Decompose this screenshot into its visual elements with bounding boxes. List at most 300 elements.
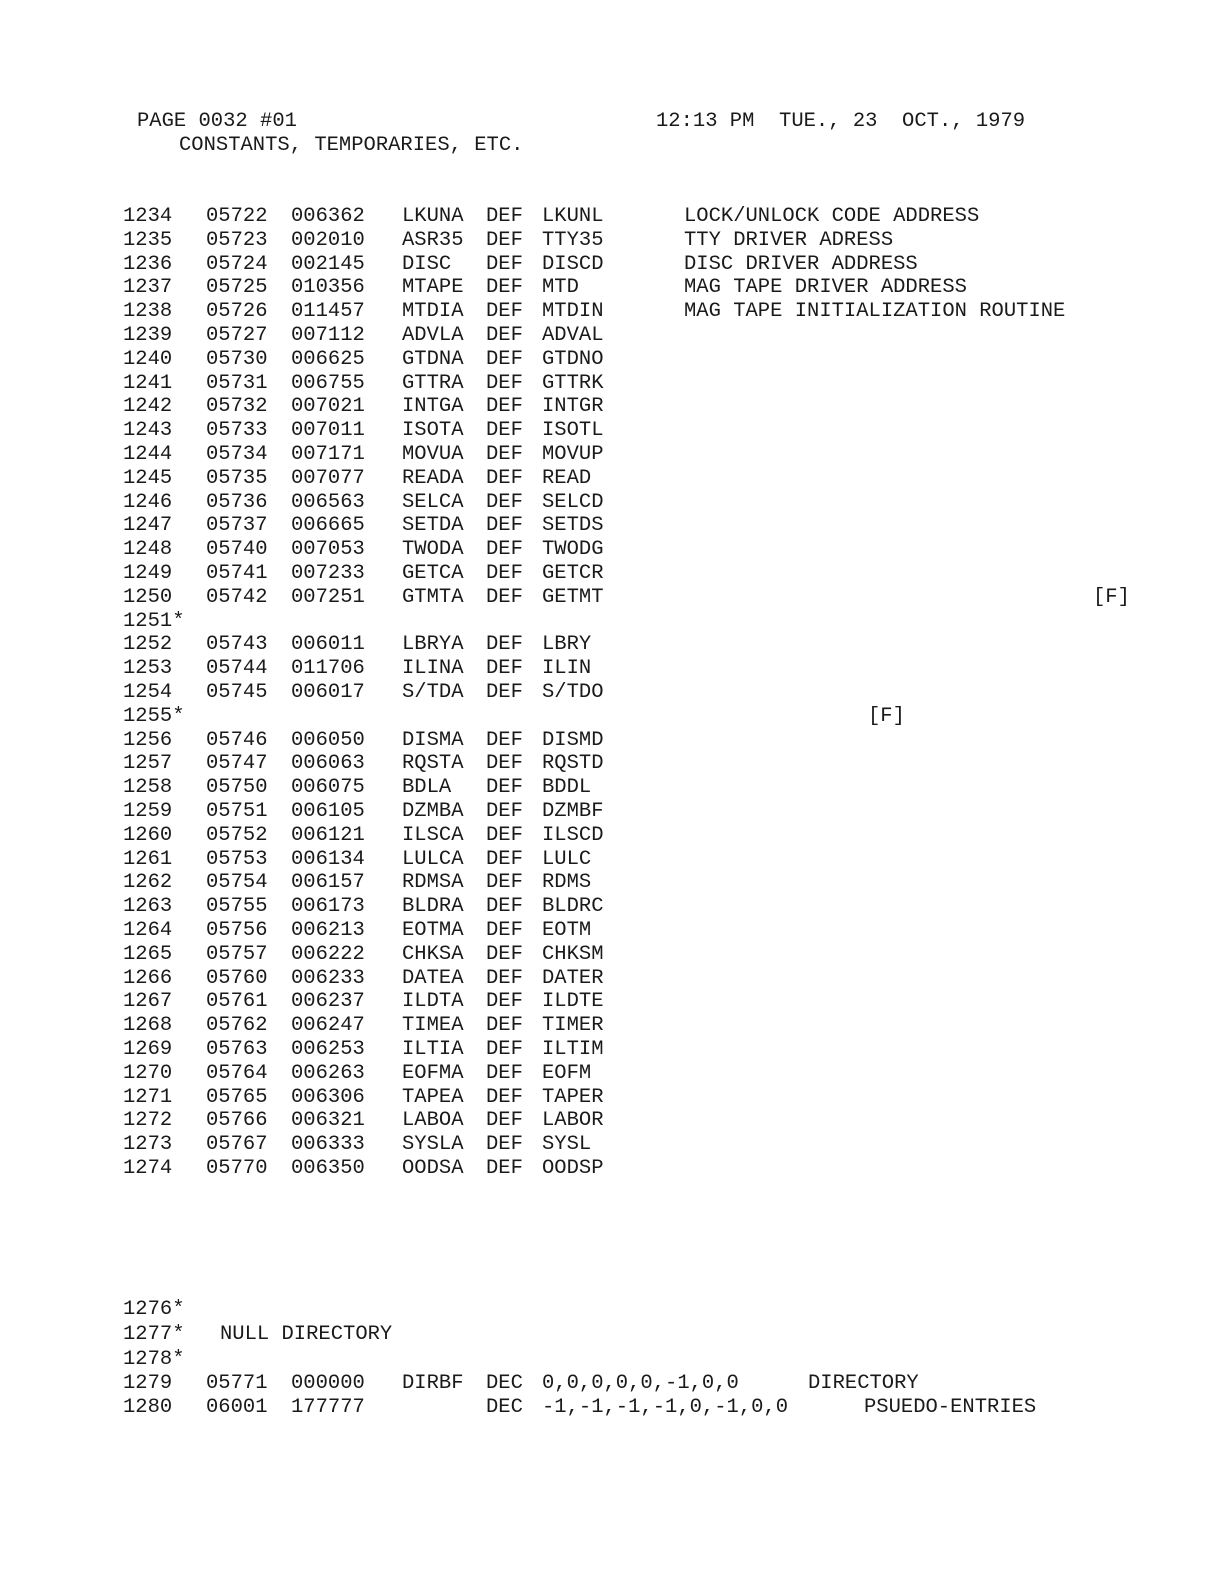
listing-row	[0, 848, 1224, 872]
label: CHKSA	[402, 942, 464, 966]
label: INTGA	[402, 395, 464, 419]
label: ILDTA	[402, 990, 464, 1014]
operand: ILDTE	[542, 990, 604, 1014]
operand: ILSCD	[542, 823, 604, 847]
operand: SELCD	[542, 490, 604, 514]
line-number: 1239	[123, 324, 173, 347]
listing-row	[0, 1323, 1224, 1347]
address: 05734	[206, 443, 268, 466]
label: GETCA	[402, 562, 464, 585]
address: 05762	[206, 1014, 268, 1038]
operand: GTDNO	[542, 347, 604, 371]
object-code: 006321	[291, 1109, 365, 1133]
line-number: 1276*	[123, 1298, 185, 1321]
address: 05722	[206, 205, 268, 228]
object-code: 006333	[291, 1133, 365, 1157]
address: 05732	[206, 395, 268, 419]
label: ADVLA	[402, 324, 464, 347]
line-number: 1245	[123, 466, 173, 490]
line-number: 1280	[123, 1396, 173, 1419]
address: 05727	[206, 324, 268, 347]
operand: MOVUP	[542, 443, 604, 466]
address: 05725	[206, 276, 268, 300]
operand: LBRY	[542, 633, 592, 657]
address: 05764	[206, 1061, 268, 1085]
label: DZMBA	[402, 800, 464, 823]
opcode: DEF	[486, 347, 523, 371]
opcode: DEF	[486, 966, 523, 990]
line-number: 1257	[123, 752, 173, 776]
object-code: 006253	[291, 1038, 365, 1061]
listing-row	[0, 419, 1224, 443]
address: 05747	[206, 752, 268, 776]
label: RDMSA	[402, 871, 464, 895]
operand: DATER	[542, 966, 604, 990]
label: ILTIA	[402, 1038, 464, 1061]
opcode: DEF	[486, 657, 523, 681]
address: 05757	[206, 942, 268, 966]
object-code: 007171	[291, 443, 365, 466]
opcode: DEF	[486, 1133, 523, 1157]
operand: DISMD	[542, 728, 604, 752]
object-code: 006157	[291, 871, 365, 895]
comment: MAG TAPE DRIVER ADDRESS	[684, 276, 967, 300]
opcode: DEF	[486, 300, 523, 324]
object-code: 007112	[291, 324, 365, 347]
page-header	[137, 110, 1097, 158]
line-number: 1253	[123, 657, 173, 681]
line-number: 1267	[123, 990, 173, 1014]
object-code: 006121	[291, 823, 365, 847]
address: 06001	[206, 1396, 268, 1419]
object-code: 011706	[291, 657, 365, 681]
line-number: 1256	[123, 728, 173, 752]
line-number: 1270	[123, 1061, 173, 1085]
listing-row	[0, 657, 1224, 681]
line-number: 1238	[123, 300, 173, 324]
opcode: DEF	[486, 538, 523, 562]
address: 05752	[206, 823, 268, 847]
comment: TTY DRIVER ADRESS	[684, 228, 894, 252]
address: 05766	[206, 1109, 268, 1133]
line-number: 1268	[123, 1014, 173, 1038]
object-code: 006075	[291, 776, 365, 800]
line-number: 1254	[123, 681, 173, 704]
line-number: 1237	[123, 276, 173, 300]
opcode: DEF	[486, 752, 523, 776]
opcode: DEF	[486, 371, 523, 395]
line-number: 1279	[123, 1372, 173, 1395]
operand: ADVAL	[542, 324, 604, 347]
listing-row	[0, 586, 1224, 610]
label: BDLA	[402, 776, 452, 800]
object-code: 007021	[291, 395, 365, 419]
listing-row	[0, 538, 1224, 562]
operand: EOTM	[542, 919, 592, 942]
address: 05735	[206, 466, 268, 490]
operand: TAPER	[542, 1085, 604, 1109]
label: LABOA	[402, 1109, 464, 1133]
opcode: DEF	[486, 942, 523, 966]
listing-row	[0, 1372, 1224, 1396]
label: ASR35	[402, 228, 464, 252]
object-code: 007011	[291, 419, 365, 443]
object-code: 006105	[291, 800, 365, 823]
opcode: DEF	[486, 1038, 523, 1061]
operand: TWODG	[542, 538, 604, 562]
object-code: 006755	[291, 371, 365, 395]
opcode: DEF	[486, 205, 523, 228]
object-code: 006233	[291, 966, 365, 990]
address: 05743	[206, 633, 268, 657]
operand: RDMS	[542, 871, 592, 895]
line-number: 1236	[123, 252, 173, 276]
address: 05730	[206, 347, 268, 371]
operand: EOFM	[542, 1061, 592, 1085]
listing-row	[0, 1014, 1224, 1038]
operand: ILTIM	[542, 1038, 604, 1061]
opcode: DEF	[486, 419, 523, 443]
listing-row	[0, 348, 1224, 372]
address: 05737	[206, 514, 268, 538]
operand: DZMBF	[542, 800, 604, 823]
operand: ISOTL	[542, 419, 604, 443]
listing-row	[0, 895, 1224, 919]
label: ILSCA	[402, 823, 464, 847]
label: BLDRA	[402, 895, 464, 919]
opcode: DEF	[486, 728, 523, 752]
opcode: DEF	[486, 514, 523, 538]
line-number: 1258	[123, 776, 173, 800]
label: S/TDA	[402, 681, 464, 704]
address: 05740	[206, 538, 268, 562]
label: EOTMA	[402, 919, 464, 942]
listing-row	[0, 1109, 1224, 1133]
listing-row	[0, 1348, 1224, 1372]
opcode: DEF	[486, 466, 523, 490]
listing-row	[0, 943, 1224, 967]
comment: DISC DRIVER ADDRESS	[684, 252, 918, 276]
operand: RQSTD	[542, 752, 604, 776]
address: 05742	[206, 585, 268, 609]
line-number: 1255*	[123, 704, 185, 728]
section-title: CONSTANTS, TEMPORARIES, ETC.	[179, 134, 524, 157]
operand: -1,-1,-1,-1,0,-1,0,0	[542, 1396, 789, 1419]
object-code: 006222	[291, 942, 365, 966]
object-code: 007251	[291, 585, 365, 609]
listing-row	[0, 229, 1224, 253]
comment: MAG TAPE INITIALIZATION ROUTINE	[684, 300, 1066, 324]
operand: READ	[542, 466, 592, 490]
listing-row	[0, 705, 1224, 729]
line-number: 1246	[123, 490, 173, 514]
opcode: DEF	[486, 585, 523, 609]
listing-row	[0, 205, 1224, 229]
opcode: DEF	[486, 1085, 523, 1109]
opcode: DEF	[486, 990, 523, 1014]
line-number: 1252	[123, 633, 173, 657]
address: 05755	[206, 895, 268, 919]
comment: DIRECTORY	[808, 1372, 919, 1395]
line-number: 1244	[123, 443, 173, 466]
operand: ILIN	[542, 657, 592, 681]
listing-row	[0, 372, 1224, 396]
object-code: 006011	[291, 633, 365, 657]
operand: INTGR	[542, 395, 604, 419]
object-code: 006563	[291, 490, 365, 514]
operand: SETDS	[542, 514, 604, 538]
address: 05767	[206, 1133, 268, 1157]
object-code: 007077	[291, 466, 365, 490]
address: 05736	[206, 490, 268, 514]
operand: DISCD	[542, 252, 604, 276]
opcode: DEF	[486, 776, 523, 800]
address: 05726	[206, 300, 268, 324]
listing-row	[0, 800, 1224, 824]
line-number: 1264	[123, 919, 173, 942]
object-code: 006237	[291, 990, 365, 1014]
operand: LULC	[542, 847, 592, 871]
line-number: 1263	[123, 895, 173, 919]
label: DISMA	[402, 728, 464, 752]
label: READA	[402, 466, 464, 490]
opcode: DEF	[486, 847, 523, 871]
object-code: 006213	[291, 919, 365, 942]
label: SETDA	[402, 514, 464, 538]
line-number: 1240	[123, 347, 173, 371]
listing-row	[0, 514, 1224, 538]
operand: LKUNL	[542, 205, 604, 228]
object-code: 002010	[291, 228, 365, 252]
object-code: 006263	[291, 1061, 365, 1085]
address: 05771	[206, 1372, 268, 1395]
object-code: 007053	[291, 538, 365, 562]
operand: GTTRK	[542, 371, 604, 395]
opcode: DEF	[486, 1061, 523, 1085]
comment-text: NULL DIRECTORY	[220, 1323, 393, 1346]
address: 05756	[206, 919, 268, 942]
object-code: 000000	[291, 1372, 365, 1395]
listing-row	[0, 300, 1224, 324]
listing-row	[0, 443, 1224, 467]
flag-marker: [F]	[868, 704, 905, 728]
listing-row	[0, 967, 1224, 991]
label: GTMTA	[402, 585, 464, 609]
label: TWODA	[402, 538, 464, 562]
operand: CHKSM	[542, 942, 604, 966]
address: 05723	[206, 228, 268, 252]
line-number: 1271	[123, 1085, 173, 1109]
operand: 0,0,0,0,0,-1,0,0	[542, 1372, 739, 1395]
listing-row	[0, 729, 1224, 753]
line-number: 1277*	[123, 1323, 185, 1346]
label: MTAPE	[402, 276, 464, 300]
label: EOFMA	[402, 1061, 464, 1085]
operand: OODSP	[542, 1157, 604, 1180]
opcode: DEF	[486, 395, 523, 419]
label: RQSTA	[402, 752, 464, 776]
operand: BLDRC	[542, 895, 604, 919]
line-number: 1272	[123, 1109, 173, 1133]
object-code: 006063	[291, 752, 365, 776]
listing-row	[0, 395, 1224, 419]
opcode: DEF	[486, 871, 523, 895]
line-number: 1241	[123, 371, 173, 395]
object-code: 006173	[291, 895, 365, 919]
operand: GETMT	[542, 585, 604, 609]
label: LULCA	[402, 847, 464, 871]
listing-row	[0, 324, 1224, 348]
listing-row	[0, 1298, 1224, 1322]
label: TAPEA	[402, 1085, 464, 1109]
address: 05745	[206, 681, 268, 704]
address: 05731	[206, 371, 268, 395]
label: OODSA	[402, 1157, 464, 1180]
line-number: 1250	[123, 585, 173, 609]
line-number: 1262	[123, 871, 173, 895]
flag-marker: [F]	[1093, 585, 1130, 609]
line-number: 1265	[123, 942, 173, 966]
label: GTDNA	[402, 347, 464, 371]
object-code: 177777	[291, 1396, 365, 1419]
line-number: 1260	[123, 823, 173, 847]
listing-row	[0, 919, 1224, 943]
operand: TIMER	[542, 1014, 604, 1038]
line-number: 1251*	[123, 609, 185, 633]
opcode: DEF	[486, 562, 523, 585]
listing-row	[0, 1038, 1224, 1062]
address: 05760	[206, 966, 268, 990]
object-code: 006050	[291, 728, 365, 752]
label: LKUNA	[402, 205, 464, 228]
address: 05744	[206, 657, 268, 681]
operand: TTY35	[542, 228, 604, 252]
opcode: DEF	[486, 1157, 523, 1180]
opcode: DEF	[486, 324, 523, 347]
opcode: DEF	[486, 681, 523, 704]
address: 05746	[206, 728, 268, 752]
line-number: 1247	[123, 514, 173, 538]
address: 05754	[206, 871, 268, 895]
listing-row	[0, 610, 1224, 634]
address: 05763	[206, 1038, 268, 1061]
comment: LOCK/UNLOCK CODE ADDRESS	[684, 205, 980, 228]
line-number: 1259	[123, 800, 173, 823]
label: DATEA	[402, 966, 464, 990]
object-code: 010356	[291, 276, 365, 300]
page-number: PAGE 0032 #01	[137, 110, 297, 133]
label: MOVUA	[402, 443, 464, 466]
opcode: DEF	[486, 919, 523, 942]
line-number: 1249	[123, 562, 173, 585]
opcode: DEF	[486, 633, 523, 657]
label: TIMEA	[402, 1014, 464, 1038]
address: 05770	[206, 1157, 268, 1180]
opcode: DEF	[486, 276, 523, 300]
listing-row	[0, 491, 1224, 515]
listing-row	[0, 990, 1224, 1014]
listing-row	[0, 467, 1224, 491]
line-number: 1234	[123, 205, 173, 228]
object-code: 006625	[291, 347, 365, 371]
listing-row	[0, 1396, 1224, 1420]
operand: LABOR	[542, 1109, 604, 1133]
object-code: 011457	[291, 300, 365, 324]
line-number: 1266	[123, 966, 173, 990]
operand: MTD	[542, 276, 579, 300]
label: DISC	[402, 252, 452, 276]
listing-row	[0, 776, 1224, 800]
line-number: 1269	[123, 1038, 173, 1061]
opcode: DEF	[486, 1109, 523, 1133]
opcode: DEC	[486, 1372, 523, 1395]
object-code: 006247	[291, 1014, 365, 1038]
label: ILINA	[402, 657, 464, 681]
opcode: DEF	[486, 443, 523, 466]
opcode: DEF	[486, 823, 523, 847]
address: 05741	[206, 562, 268, 585]
address: 05724	[206, 252, 268, 276]
listing-row	[0, 1062, 1224, 1086]
line-number: 1248	[123, 538, 173, 562]
operand: MTDIN	[542, 300, 604, 324]
object-code: 006350	[291, 1157, 365, 1180]
address: 05751	[206, 800, 268, 823]
line-number: 1235	[123, 228, 173, 252]
listing-row	[0, 752, 1224, 776]
listing-row	[0, 276, 1224, 300]
object-code: 006362	[291, 205, 365, 228]
listing-row	[0, 1086, 1224, 1110]
opcode: DEF	[486, 800, 523, 823]
address: 05750	[206, 776, 268, 800]
object-code: 002145	[291, 252, 365, 276]
operand: BDDL	[542, 776, 592, 800]
object-code: 006306	[291, 1085, 365, 1109]
label: SELCA	[402, 490, 464, 514]
label: ISOTA	[402, 419, 464, 443]
label: SYSLA	[402, 1133, 464, 1157]
listing-row	[0, 253, 1224, 277]
line-number: 1274	[123, 1157, 173, 1180]
line-number: 1261	[123, 847, 173, 871]
listing-row	[0, 824, 1224, 848]
listing-row	[0, 562, 1224, 586]
line-number: 1242	[123, 395, 173, 419]
operand: SYSL	[542, 1133, 592, 1157]
object-code: 006017	[291, 681, 365, 704]
listing-row	[0, 871, 1224, 895]
listing-row	[0, 1133, 1224, 1157]
opcode: DEF	[486, 490, 523, 514]
object-code: 007233	[291, 562, 365, 585]
label: GTTRA	[402, 371, 464, 395]
opcode: DEF	[486, 252, 523, 276]
opcode: DEC	[486, 1396, 523, 1419]
comment: PSUEDO-ENTRIES	[864, 1396, 1037, 1419]
line-number: 1278*	[123, 1348, 185, 1371]
opcode: DEF	[486, 1014, 523, 1038]
listing-row	[0, 681, 1224, 705]
listing-row	[0, 633, 1224, 657]
address: 05753	[206, 847, 268, 871]
operand: GETCR	[542, 562, 604, 585]
opcode: DEF	[486, 895, 523, 919]
operand: S/TDO	[542, 681, 604, 704]
address: 05761	[206, 990, 268, 1014]
label: MTDIA	[402, 300, 464, 324]
line-number: 1273	[123, 1133, 173, 1157]
